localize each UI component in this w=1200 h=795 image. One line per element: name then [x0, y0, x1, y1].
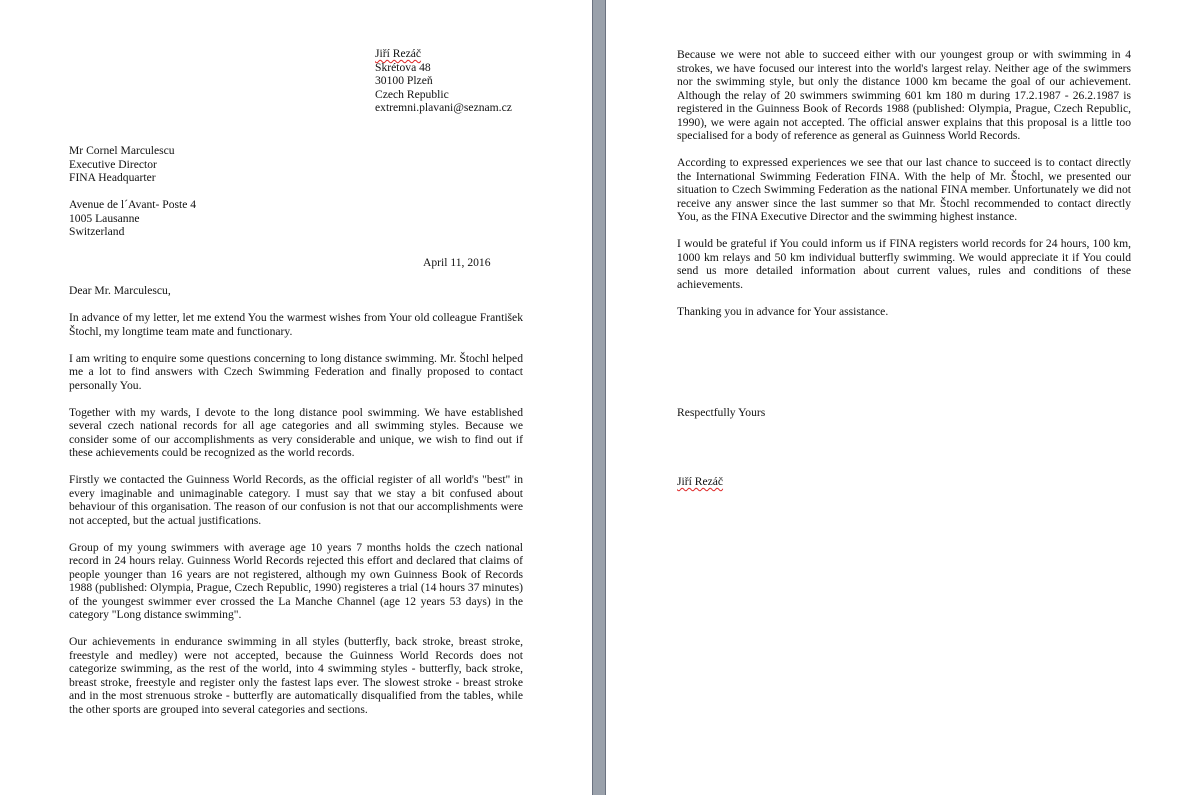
recipient-country: Switzerland [69, 225, 125, 238]
signature-name: Jiří Rezáč [677, 475, 724, 488]
paragraph: Our achievements in endurance swimming in all styles (butterfly, back stroke, breast stroke, freestyle and medley) were not accepted, because the Guinness World Records does not categorize swimming, as the rest of the world, into 4 swimming styles - butterfly, back stroke, breast stroke, freestyle and register only the fastest laps ever. The slowest stroke - breast stroke and in the most strenuous stroke - butterfly are automatically disqualified from the tables, while the other sports are grouped into several categories and sections. [69, 635, 523, 716]
recipient-city: 1005 Lausanne [69, 211, 140, 225]
sender-name: Jiří Rezáč [375, 47, 422, 60]
paragraph: I would be grateful if You could inform us if FINA registers world records for 24 hours, 100 km, 1000 km relays and 50 km individual butterfly swimming. We would appreciate it if You could send us more detailed information about current values, rules and conditions of these achievements. [677, 237, 1131, 291]
recipient-spacer [69, 185, 369, 199]
salutation: Dear Mr. Marculescu, [69, 284, 171, 297]
recipient-org: FINA Headquarter [69, 171, 156, 184]
sender-street: Skrétova 48 [375, 60, 431, 74]
closing-phrase: Respectfully Yours [677, 406, 766, 419]
paragraph: In advance of my letter, let me extend You the warmest wishes from Your old colleague František Štochl, my longtime team mate and functionary. [69, 311, 523, 338]
letter-body-right [677, 48, 1131, 332]
paragraph: Thanking you in advance for Your assistance. [677, 304, 889, 318]
recipient-title: Executive Director [69, 157, 157, 171]
gutter-edge-left [592, 0, 593, 795]
paragraph: Together with my wards, I devote to the long distance pool swimming. We have established several czech national records for all age categories and all swimming styles. Because we consider some of our accomplishments as very considerable and unique, we wish to find out if these achievements could be recognized as the world records. [69, 405, 523, 459]
paragraph: According to expressed experiences we see that our last chance to succeed is to contact directly the International Swimming Federation FINA. With the help of Mr. Štochl, we presented our situation to Czech Swimming Federation as the national FINA member. Unfortunately we did not receive any answer since the last summer so that Mr. Štochl recommended to contact directly You, as the FINA Executive Director and the swimming highest instance. [677, 156, 1131, 223]
page-gutter [592, 0, 606, 795]
sender-email: extremni.plavani@seznam.cz [375, 101, 512, 114]
recipient-name: Mr Cornel Marculescu [69, 144, 175, 157]
paragraph: Because we were not able to succeed either with our youngest group or with swimming in 4 strokes, we have focused our interest into the world's largest relay. Neither age of the swimmers nor the swimming style, but only the distance 1000 km became the goal of our achievement. Although the relay of 20 swimmers swimming 601 km 180 m during 17.2.1987 - 26.2.1987 is registered in the Guinness Book of Records 1988 (published: Olympia, Prague, Czech Republic, 1990), we were again not accepted. The official answer explains that this proposal is a little too specialised for a body of reference as general as Guinness World Records. [677, 48, 1131, 142]
sender-address-block [375, 47, 575, 115]
paragraph: Firstly we contacted the Guinness World Records, as the official register of all world's "best" in every imaginable and unimaginable category. I must say that we stay a bit confused about behaviour of this organisation. The reason of our confusion is not that our accomplishments were not accepted, but the actual justifications. [69, 473, 523, 527]
recipient-street: Avenue de l´Avant- Poste 4 [69, 198, 197, 211]
sender-country: Czech Republic [375, 87, 449, 101]
letter-date: April 11, 2016 [423, 256, 491, 269]
sender-city: 30100 Plzeň [375, 74, 433, 87]
paragraph: Group of my young swimmers with average age 10 years 7 months holds the czech national record in 24 hours relay. Guinness World Records rejected this effort and declared that claims of people younger than 16 years are not registered, although my own Guinness Book of Records 1988 (published: Olympia, Prague, Czech Republic, 1990) registeres a trial (14 hours 37 minutes) of the youngest swimmer ever crossed the La Manche Channel (age 12 years 53 days) in the category "Long distance swimming". [69, 540, 523, 621]
paragraph: I am writing to enquire some questions concerning to long distance swimming. Mr. Štochl helped me a lot to find answers with Czech Swimming Federation and finally proposed to contact personally You. [69, 351, 523, 392]
recipient-address-block [69, 144, 369, 239]
letter-body-left [69, 311, 523, 730]
